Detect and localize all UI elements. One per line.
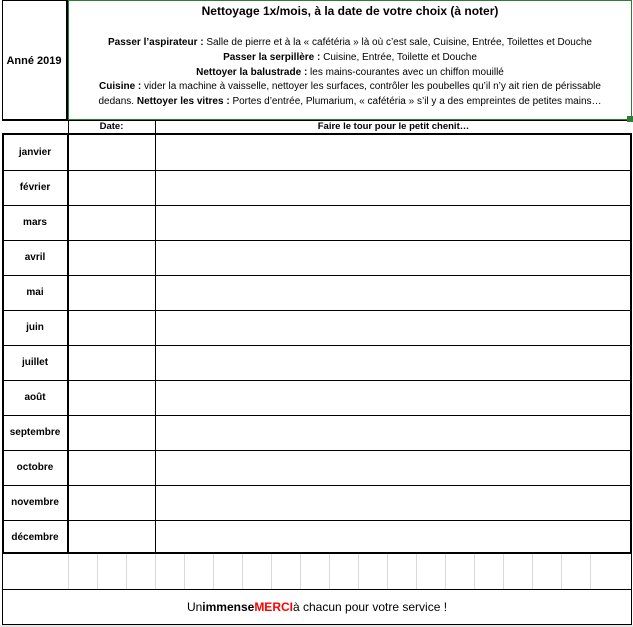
year-label[interactable]: Anné 2019 — [2, 0, 68, 121]
grid-line — [242, 554, 243, 589]
month-label-1: février — [19, 182, 51, 193]
task-cell[interactable] — [156, 310, 630, 345]
month-label-6: juillet — [21, 357, 49, 368]
task-cell[interactable] — [156, 415, 630, 450]
grid-line — [532, 554, 533, 589]
grid-line — [416, 554, 417, 589]
month-label-11: décembre — [11, 532, 59, 543]
date-cell[interactable] — [69, 170, 155, 205]
grid-line — [590, 554, 591, 589]
date-cell[interactable] — [69, 240, 155, 275]
info-line: Cuisine : vider la machine à vaisselle, nettoyer les surfaces, contrôler les poubelles qu’il n’y ait rien de périssable — [99, 81, 601, 93]
month-label-9: octobre — [16, 462, 54, 473]
grid-line — [68, 554, 69, 589]
grid-line — [97, 554, 98, 589]
task-cell[interactable] — [156, 205, 630, 240]
grid-line — [358, 554, 359, 589]
month-label-2: mars — [23, 217, 47, 228]
grid-line — [445, 554, 446, 589]
task-cell[interactable] — [156, 380, 630, 415]
header-divider — [68, 121, 69, 133]
task-cell[interactable] — [156, 240, 630, 275]
task-cell[interactable] — [156, 135, 630, 170]
grid-line — [184, 554, 185, 589]
date-cell[interactable] — [69, 415, 155, 450]
info-title: Nettoyage 1x/mois, à la date de votre choix (à noter) — [201, 4, 499, 18]
info-line: Passer la serpillère : Cuisine, Entrée, Toilette et Douche — [223, 51, 477, 63]
grid-line — [561, 554, 562, 589]
info-body — [72, 36, 628, 110]
date-cell[interactable] — [69, 275, 155, 310]
date-cell[interactable] — [69, 310, 155, 345]
footer-text: Un — [186, 600, 203, 614]
task-cell[interactable] — [156, 345, 630, 380]
footer-text: à chacun pour votre service ! — [292, 600, 448, 614]
info-line: dedans. Nettoyer les vitres : Portes d’entrée, Plumarium, « cafétéria » s’il y a des empreintes de petites mains… — [98, 96, 602, 108]
grid-line — [474, 554, 475, 589]
task-cell[interactable] — [156, 170, 630, 205]
task-column-header: Faire le tour pour le petit chenit… — [317, 121, 470, 132]
grid-line — [155, 554, 156, 589]
date-cell[interactable] — [69, 380, 155, 415]
month-label-3: avril — [24, 252, 46, 263]
month-label-8: septembre — [9, 427, 61, 438]
task-cell[interactable] — [156, 485, 630, 520]
header-divider — [155, 121, 156, 133]
merci-word: MERCI — [254, 600, 293, 614]
task-cell[interactable] — [156, 275, 630, 310]
grid-line — [503, 554, 504, 589]
month-label-10: novembre — [11, 497, 59, 508]
month-label-5: juin — [26, 322, 44, 333]
date-cell[interactable] — [69, 345, 155, 380]
info-line: Passer l’aspirateur : Salle de pierre et à la « cafétéria » là où c’est sale, Cuisine, Entrée, Toilettes et Douche — [108, 37, 592, 48]
footer-emphasis: immense — [202, 600, 255, 614]
month-label-4: mai — [26, 287, 44, 298]
grid-line — [387, 554, 388, 589]
month-label-0: janvier — [18, 147, 52, 158]
grid-line — [126, 554, 127, 589]
grid-line — [213, 554, 214, 589]
date-cell[interactable] — [69, 450, 155, 485]
date-cell[interactable] — [69, 205, 155, 240]
date-cell[interactable] — [69, 485, 155, 520]
task-cell[interactable] — [156, 450, 630, 485]
grid-line — [300, 554, 301, 589]
info-line: Nettoyer la balustrade : les mains-courantes avec un chiffon mouillé — [196, 66, 504, 78]
grid-line — [271, 554, 272, 589]
date-cell[interactable] — [69, 135, 155, 170]
grid-line — [329, 554, 330, 589]
month-label-7: août — [24, 392, 46, 403]
date-column-header: Date: — [99, 121, 124, 132]
task-cell[interactable] — [156, 520, 630, 555]
date-cell[interactable] — [69, 520, 155, 555]
thank-you-footer[interactable] — [2, 589, 632, 625]
